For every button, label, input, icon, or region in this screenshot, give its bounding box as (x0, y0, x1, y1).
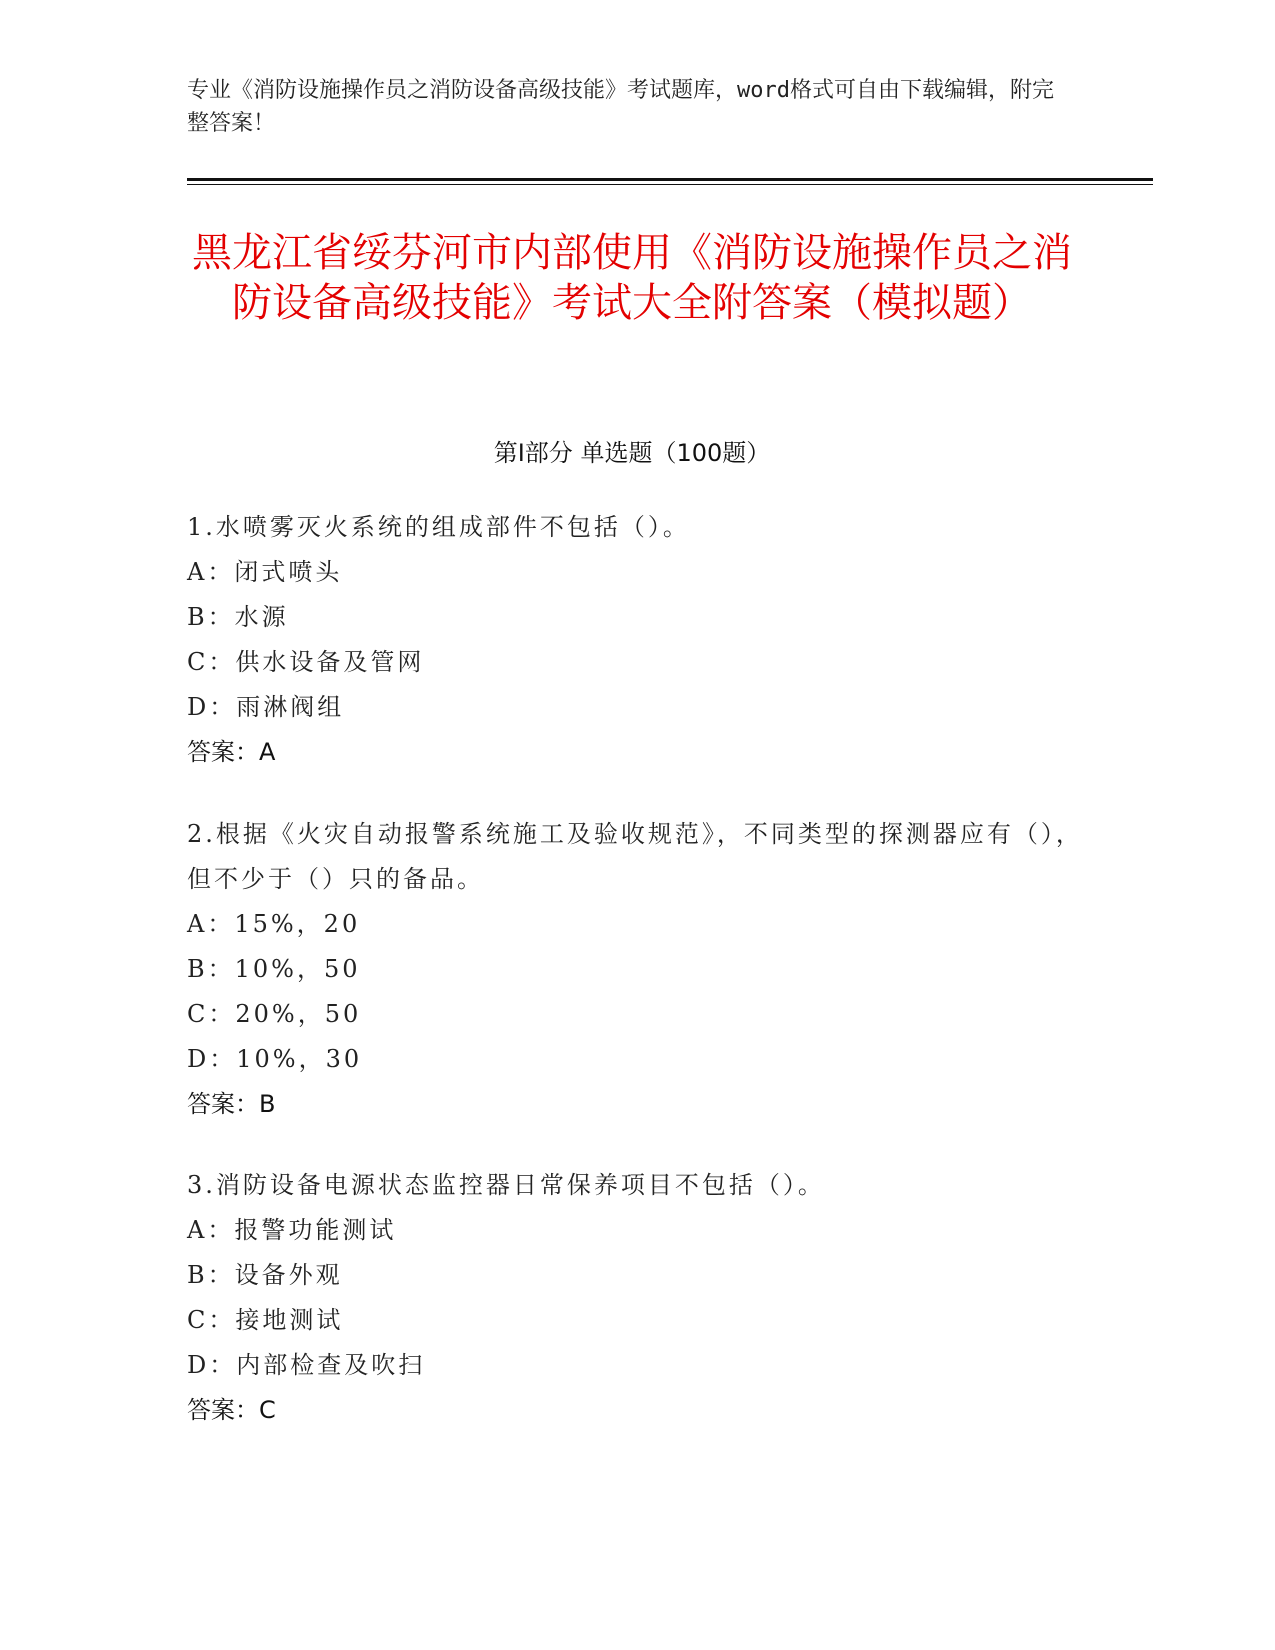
answer: 答案：C (187, 1396, 276, 1424)
answer: 答案：B (187, 1090, 276, 1118)
header-note: 专业《消防设施操作员之消防设备高级技能》考试题库，word格式可自由下载编辑，附完整答案！ (187, 78, 1054, 136)
header-rule-thin (187, 184, 1153, 185)
option-a: A：报警功能测试 (187, 1216, 397, 1244)
option-c: C：接地测试 (187, 1306, 344, 1334)
option-b: B：10%，50 (187, 955, 361, 983)
question-stem: 3.消防设备电源状态监控器日常保养项目不包括（）。 (187, 1171, 825, 1199)
answer: 答案：A (187, 738, 276, 766)
question-3 (187, 1163, 1087, 1433)
option-b: B：设备外观 (187, 1261, 343, 1289)
question-2 (187, 812, 1087, 1127)
option-a: A：15%，20 (187, 910, 361, 938)
document-title: 黑龙江省绥芬河市内部使用《消防设施操作员之消防设备高级技能》考试大全附答案（模拟题） (192, 230, 1072, 326)
question-1 (187, 505, 1087, 775)
question-stem: 2.根据《火灾自动报警系统施工及验收规范》，不同类型的探测器应有（），但不少于（）只的备品。 (187, 820, 1083, 893)
option-d: D：内部检查及吹扫 (187, 1351, 426, 1379)
option-c: C：供水设备及管网 (187, 648, 425, 676)
option-c: C：20%，50 (187, 1000, 362, 1028)
section-heading: 第I部分 单选题（100题） (493, 439, 771, 467)
option-d: D：雨淋阀组 (187, 693, 345, 721)
option-a: A：闭式喷头 (187, 558, 343, 586)
question-stem: 1.水喷雾灭火系统的组成部件不包括（）。 (187, 513, 690, 541)
option-d: D：10%，30 (187, 1045, 363, 1073)
header-rule-thick (187, 178, 1153, 181)
option-b: B：水源 (187, 603, 289, 631)
